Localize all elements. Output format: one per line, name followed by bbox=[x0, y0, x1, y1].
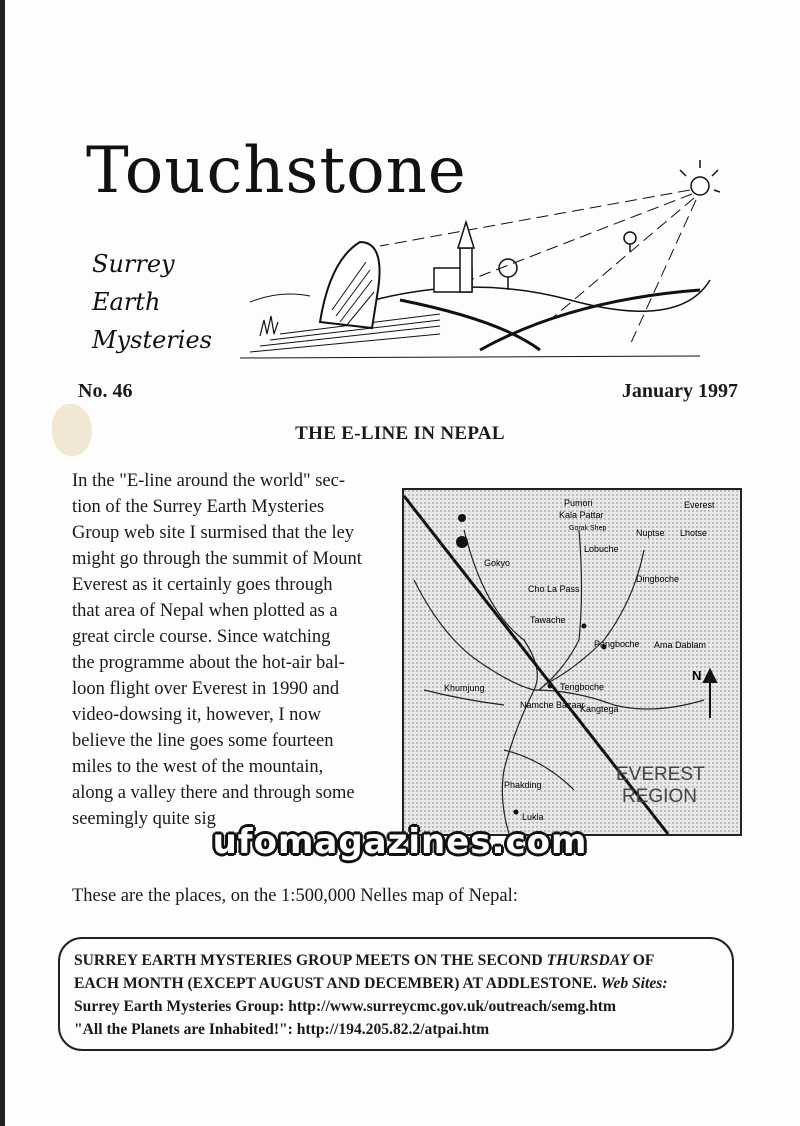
notice-line-2-text: EACH MONTH (EXCEPT AUGUST AND DECEMBER) AT ADDLESTONE. bbox=[74, 975, 601, 992]
article-line: might go through the summit of Mount bbox=[72, 549, 362, 569]
map-label: Lukla bbox=[522, 812, 544, 822]
article-line: believe the line goes some fourteen bbox=[72, 731, 334, 751]
map-label: Gokyo bbox=[484, 558, 511, 568]
article-line: that area of Nepal when plotted as a bbox=[72, 601, 338, 621]
map-label: Gorak Shep bbox=[569, 525, 607, 532]
article-line: Everest as it certainly goes through bbox=[72, 575, 333, 595]
notice-atpai-url[interactable]: "All the Planets are Inhabited!": http://194.205.82.2/atpai.htm bbox=[74, 1021, 490, 1038]
map-region-label: EVEREST bbox=[616, 764, 705, 785]
notice-line-2 bbox=[74, 972, 720, 995]
article-line: along a valley there and through some bbox=[72, 783, 355, 803]
map-label: Tengboche bbox=[560, 682, 605, 692]
map-north: N bbox=[692, 668, 702, 683]
masthead-subtitle-surrey: Surrey bbox=[92, 250, 175, 278]
map-label: Namche Bazaar bbox=[520, 700, 585, 710]
notice-line-1-text: SURREY EARTH MYSTERIES GROUP MEETS ON THE SECOND bbox=[74, 952, 547, 969]
page-edge bbox=[0, 0, 5, 1126]
notice-web-sites-label: Web Sites: bbox=[600, 975, 668, 992]
article-line: tion of the Surrey Earth Mysteries bbox=[72, 497, 325, 517]
everest-region-map bbox=[402, 488, 742, 836]
map-label: Phakding bbox=[504, 780, 542, 790]
notice-line-1 bbox=[74, 949, 720, 972]
map-label: Pumori bbox=[564, 498, 593, 508]
notice-semg-url[interactable]: Surrey Earth Mysteries Group: http://www.surreycmc.gov.uk/outreach/semg.htm bbox=[74, 998, 616, 1015]
meeting-notice-box bbox=[58, 937, 734, 1051]
article-line: video-dowsing it, however, I now bbox=[72, 705, 321, 725]
notice-line-1-day: THURSDAY bbox=[546, 952, 629, 969]
masthead-subtitle-earth: Earth bbox=[92, 288, 161, 316]
places-intro: These are the places, on the 1:500,000 Nelles map of Nepal: bbox=[72, 886, 518, 906]
masthead-subtitle-mysteries: Mysteries bbox=[92, 326, 212, 354]
map-label: Lobuche bbox=[584, 544, 619, 554]
notice-line-1-end: OF bbox=[628, 952, 655, 969]
map-label: Nuptse bbox=[636, 528, 665, 538]
map-label: Lhotse bbox=[680, 528, 708, 538]
issue-number: No. 46 bbox=[78, 380, 133, 402]
map-label: Ama Dablam bbox=[654, 640, 707, 650]
newsletter-title: Touchstone bbox=[86, 134, 467, 208]
map-region-label: REGION bbox=[622, 786, 697, 807]
map-label: Tawache bbox=[530, 615, 566, 625]
map-label: Khumjung bbox=[444, 683, 485, 693]
article-body bbox=[72, 468, 384, 832]
map-label: Kangtega bbox=[580, 704, 619, 714]
sun-icon bbox=[680, 160, 720, 195]
map-label: Everest bbox=[684, 500, 715, 510]
map-label: Dingboche bbox=[636, 574, 680, 584]
masthead bbox=[80, 120, 720, 370]
article-line: miles to the west of the mountain, bbox=[72, 757, 324, 777]
map-label: Pangboche bbox=[594, 639, 640, 649]
article-line: the programme about the hot-air bal- bbox=[72, 653, 345, 673]
watermark: ufomagazines.com bbox=[212, 822, 588, 862]
article-line: In the "E-line around the world" sec- bbox=[72, 471, 345, 491]
article-line: great circle course. Since watching bbox=[72, 627, 331, 647]
article-line: Group web site I surmised that the ley bbox=[72, 523, 355, 543]
article-line: loon flight over Everest in 1990 and bbox=[72, 679, 340, 699]
issue-date: January 1997 bbox=[621, 380, 738, 402]
map-label: Kala Pattar bbox=[559, 510, 604, 520]
landscape-illustration bbox=[240, 150, 720, 365]
article-title: THE E-LINE IN NEPAL bbox=[295, 423, 505, 444]
map-label: Cho La Pass bbox=[528, 584, 580, 594]
article-line: seemingly quite sig bbox=[72, 809, 216, 829]
